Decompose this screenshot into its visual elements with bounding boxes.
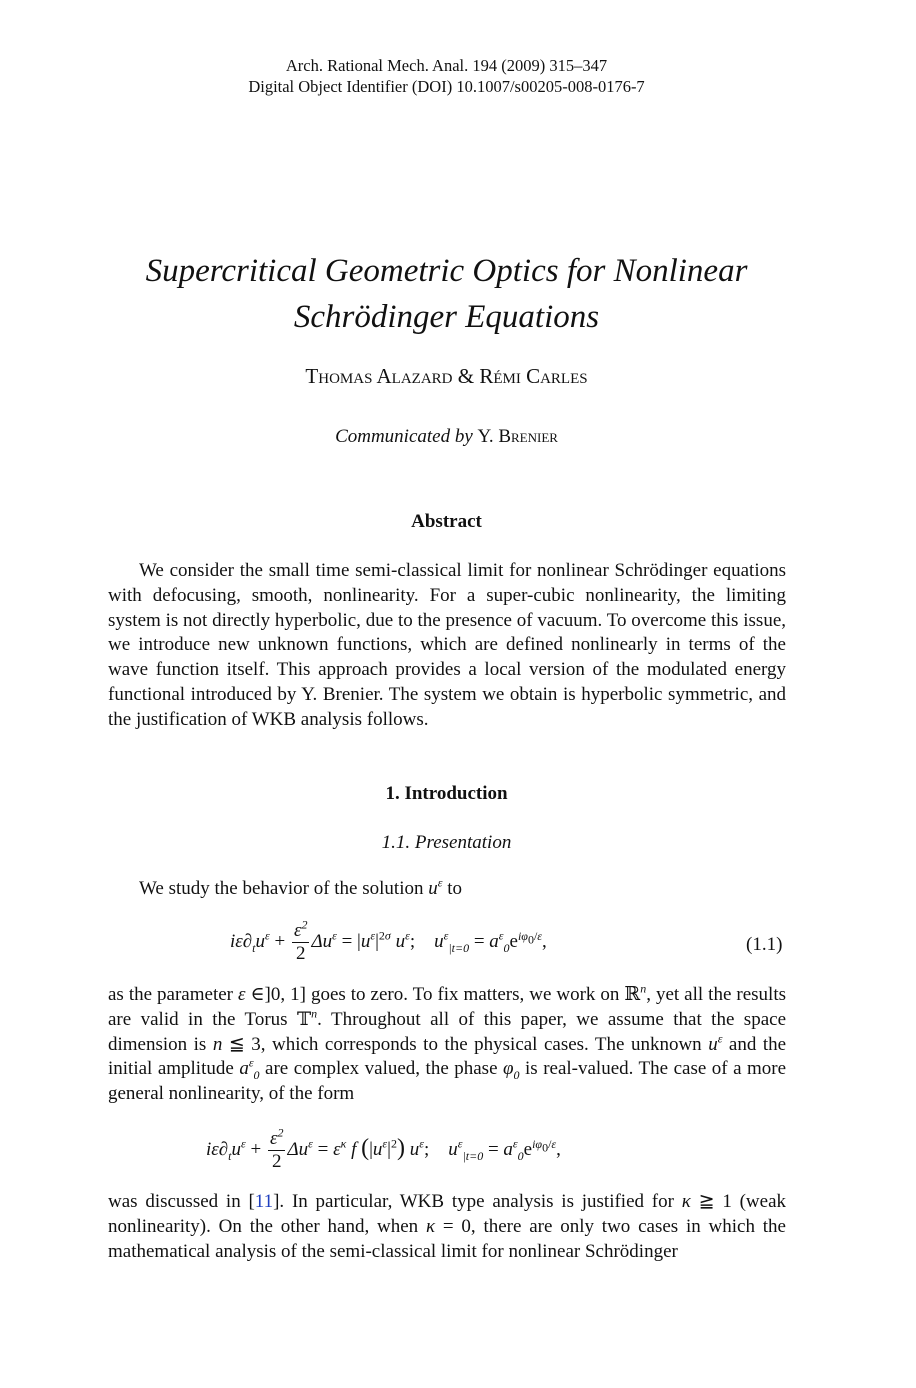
p2-d: . Throughout all of this paper, we assume that the space dimension is <box>108 1008 786 1055</box>
p1-after: to <box>447 878 462 899</box>
p1-text: We study the behavior of the solution <box>139 878 424 899</box>
section-heading: 1. Introduction <box>385 783 508 804</box>
p2-e: , which corresponds to the physical cases. The unknown <box>260 1033 702 1055</box>
authors: Thomas Alazard & Rémi Carles <box>305 364 588 388</box>
body-paragraph-2: as the parameter ε ∈]0, 1] goes to zero. To fix matters, we work on ℝ$^n$, yet all the results are valid in the Torus 𝕋$^n$. Throughout all of this paper, we assume that the space dimension is n ≦ 3, which corresponds to the physical cases. The unknown $u^\varepsilon$ and the initial amplitude $a^\varepsilon_0$ are complex valued, the phase $\varphi_0$ is real-valued. The case of a more general nonlinearity, of the form <box>108 981 787 1105</box>
p3-b: ]. In particular, WKB type analysis is justified for <box>273 1191 674 1212</box>
paper-title <box>0 248 893 340</box>
abstract-heading: Abstract <box>411 511 482 532</box>
p2-a: as the parameter <box>108 984 233 1005</box>
title-line-1: Supercritical Geometric Optics for Nonlinear <box>145 253 748 289</box>
communicated-prefix: Communicated by <box>335 426 473 447</box>
p2-g: are complex valued, the phase <box>265 1058 498 1080</box>
math-inline: n <box>212 1033 223 1055</box>
math-inline: κ <box>681 1191 691 1212</box>
journal-citation: Arch. Rational Mech. Anal. 194 (2009) 315–347 <box>285 56 608 75</box>
p2-c: , yet all the results are valid in the Torus <box>108 984 786 1030</box>
doi-line: Digital Object Identifier (DOI) 10.1007/s00205-008-0176-7 <box>248 77 645 96</box>
communicated-by <box>0 426 893 448</box>
p3-a: was discussed in [ <box>108 1191 255 1212</box>
equation-number: (1.1) <box>746 934 783 955</box>
math-inline: ε <box>237 984 246 1005</box>
p3-c: (weak nonlinearity). On the other hand, when <box>108 1191 787 1237</box>
p2-b: goes to zero. To fix matters, we work on <box>310 984 620 1005</box>
body-paragraph-3: was discussed in [11]. In particular, WKB type analysis is justified for κ ≧ 1 (weak nonlinearity). On the other hand, when κ = 0, there are only two cases in which the mathematical analysis of the semi-classical limit for nonlinear Schrödinger <box>108 1191 787 1262</box>
p3-d: , there are only two cases in which the mathematical analysis of the semi-classical limit for nonlinear Schrödinger <box>108 1215 786 1262</box>
math-inline: $u^\varepsilon$ <box>428 875 443 899</box>
math-inline: $\varphi_0$ <box>503 1058 520 1083</box>
communicator-name: Y. Brenier <box>477 426 558 447</box>
subsection-heading: 1.1. Presentation <box>381 832 512 853</box>
math-inline: $a^\varepsilon_0$ <box>239 1056 260 1083</box>
title-line-2: Schrödinger Equations <box>293 299 600 335</box>
abstract-text: We consider the small time semi-classical limit for nonlinear Schrödinger equations with defocusing, smooth, nonlinearity. For a super-cubic nonlinearity, the limiting system is not directly hyperbolic, due to the presence of vacuum. To overcome this issue, we introduce new unknown functions, which are defined nonlinearly in terms of the wave function itself. This approach provides a local version of the modulated energy functional introduced by Y. Brenier. The system we obtain is hyperbolic symmetric, and the justification of WKB analysis follows. <box>108 560 786 730</box>
math-inline: ℝ$^n$ <box>624 981 647 1005</box>
equation-general: $i\varepsilon\partial_tu^\varepsilon$ + $\frac{\varepsilon^2}{2}$ $\Delta u^\varepsilon = \varepsilon^\kappa$ f $(|u^\varepsilon|^2)$ $u^\varepsilon$; $u^\varepsilon_{|t=0} = a^\varepsilon_0e^{i\varphi_0/\varepsilon}$, <box>206 1125 561 1172</box>
math-inline: 𝕋$^n$ <box>297 1006 318 1030</box>
p2-f: and the initial amplitude <box>108 1033 787 1080</box>
equation-1-1: $i\varepsilon\partial_tu^\varepsilon$ + $\frac{\varepsilon^2}{2}$ $\Delta u^\varepsilon = |u^\varepsilon|^{2\sigma}$ $u^\varepsilon$; $u^\varepsilon_{|t=0} = a^\varepsilon_0e^{i\varphi_0/\varepsilon}$, <box>230 917 547 964</box>
p2-h: is real-valued. The case of a more general nonlinearity, of the form <box>108 1058 787 1105</box>
math-inline: $u^\varepsilon$ <box>708 1031 723 1055</box>
body-paragraph-1 <box>108 877 786 902</box>
journal-header <box>0 55 893 97</box>
citation-link[interactable]: 11 <box>254 1191 274 1212</box>
math-inline: κ <box>425 1215 436 1237</box>
